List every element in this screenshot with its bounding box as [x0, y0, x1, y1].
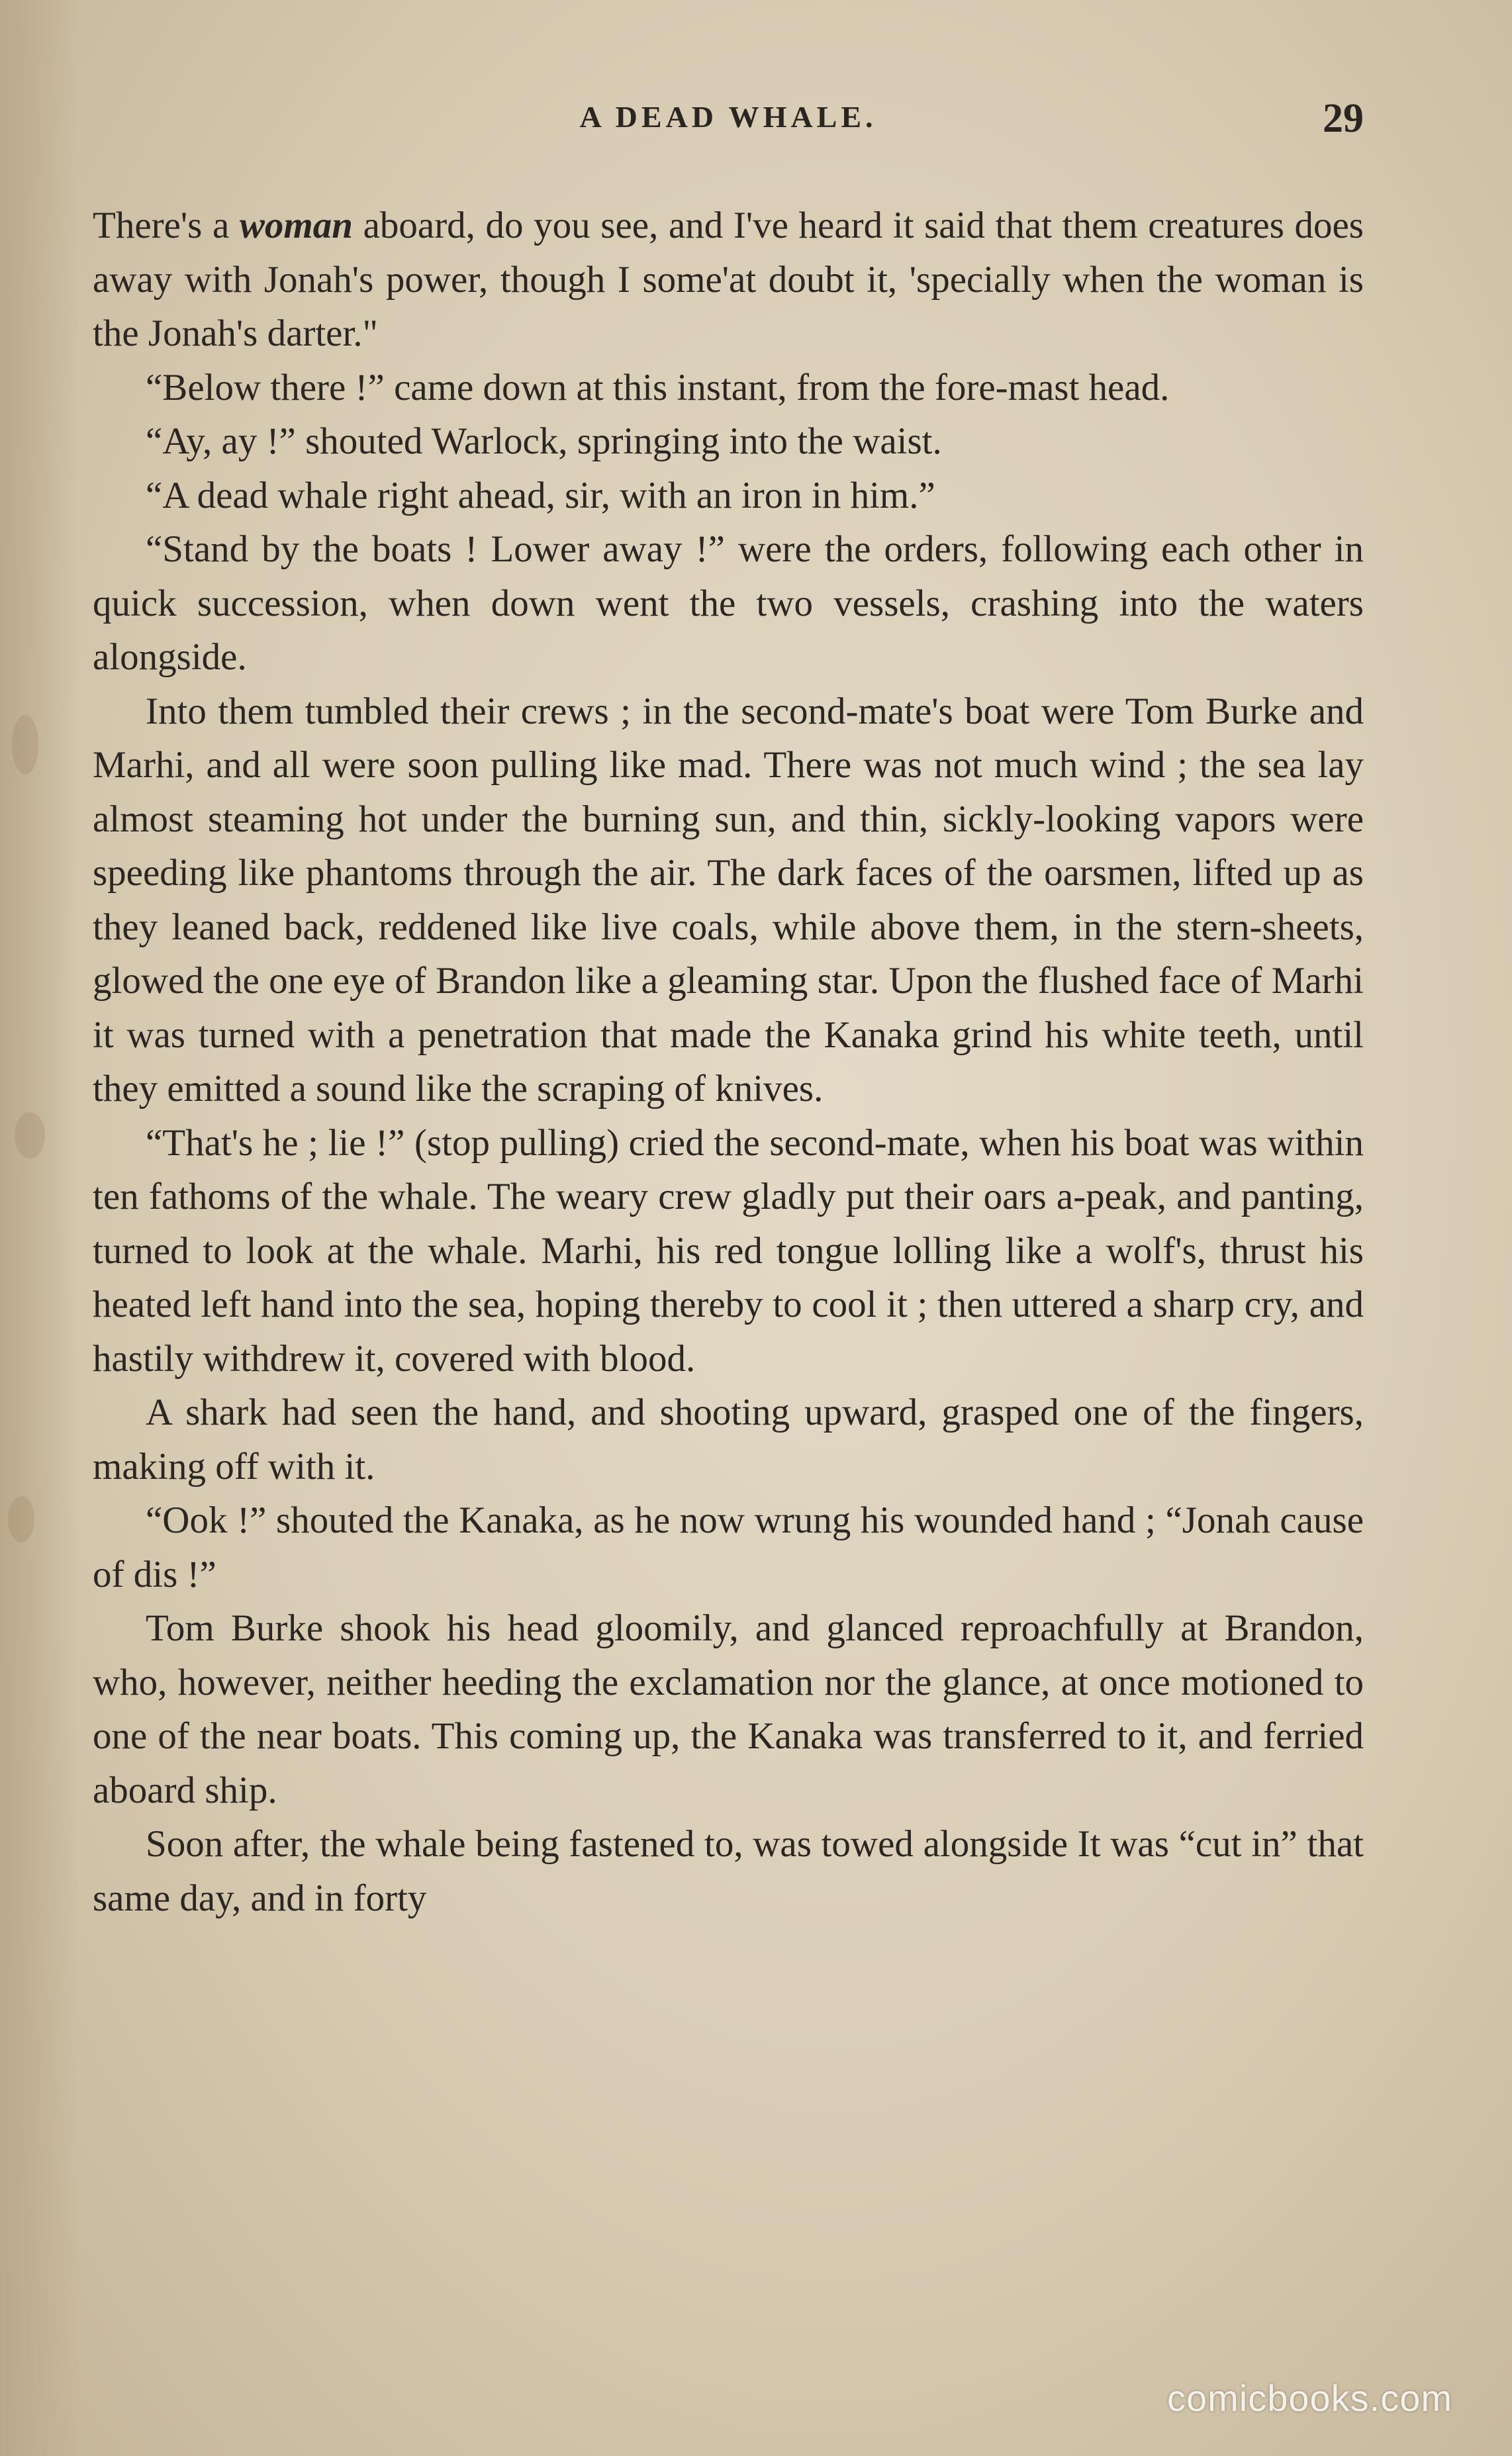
paragraph: Into them tumbled their crews ; in the second-mate's boat were Tom Burke and Marhi, and all were soon pulling like mad. There was not much wind ; the sea lay almost steaming hot under the burning sun, and thin, sickly-looking vapors were speeding like phantoms through the air. The dark faces of the oarsmen, lifted up as they leaned back, reddened like live coals, while above them, in the stern-sheets, glowed the one eye of Brandon like a gleaming star. Upon the flushed face of Marhi it was turned with a penetration that made the Kanaka grind his white teeth, until they emitted a sound like the scraping of knives.: [93, 690, 1364, 1110]
paragraph: Soon after, the whale being fastened to, was towed alongside It was “cut in” that same day, and in forty: [93, 1823, 1364, 1919]
body-text: [93, 199, 1364, 1925]
page-number: 29: [1323, 96, 1364, 141]
paper-stain: [12, 715, 38, 775]
paragraph-text: There's a: [93, 205, 240, 246]
paragraph: “Stand by the boats ! Lower away !” were the orders, following each other in quick succession, when down went the two vessels, crashing into the waters alongside.: [93, 528, 1364, 678]
paragraph-text: aboard, do you see, and I've heard it said that them creatures does away with Jonah's power, though I some'at doubt it, 'specially when the woman is the Jonah's darter.": [93, 205, 1364, 354]
paragraph: [93, 199, 1364, 361]
paragraph: A shark had seen the hand, and shooting upward, grasped one of the fingers, making off with it.: [93, 1392, 1364, 1488]
paragraph: “Ook !” shouted the Kanaka, as he now wrung his wounded hand ; “Jonah cause of dis !”: [93, 1499, 1364, 1595]
running-head: A DEAD WHALE.: [579, 100, 877, 134]
paragraph: “Below there !” came down at this instant, from the fore-mast head.: [146, 366, 1170, 408]
watermark: comicbooks.com: [1166, 2377, 1452, 2419]
paragraph: “That's he ; lie !” (stop pulling) cried the second-mate, when his boat was within ten fathoms of the whale. The weary crew gladly put their oars a-peak, and panting, turned to look at the whale. Marhi, his red tongue lolling like a wolf's, thrust his heated left hand into the sea, hoping thereby to cool it ; then uttered a sharp cry, and hastily withdrew it, covered with blood.: [93, 1121, 1364, 1380]
paragraph: “Ay, ay !” shouted Warlock, springing into the waist.: [146, 420, 942, 462]
paragraph: “A dead whale right ahead, sir, with an iron in him.”: [146, 474, 935, 516]
paragraph: Tom Burke shook his head gloomily, and glanced reproachfully at Brandon, who, however, neither heeding the exclamation nor the glance, at once motioned to one of the near boats. This coming up, the Kanaka was transferred to it, and ferried aboard ship.: [93, 1607, 1364, 1811]
paper-stain: [15, 1112, 45, 1158]
emphasized-word: woman: [239, 205, 353, 246]
page-header: [93, 96, 1364, 152]
paper-stain: [8, 1496, 34, 1542]
page-edge-shadow: [0, 0, 79, 2456]
